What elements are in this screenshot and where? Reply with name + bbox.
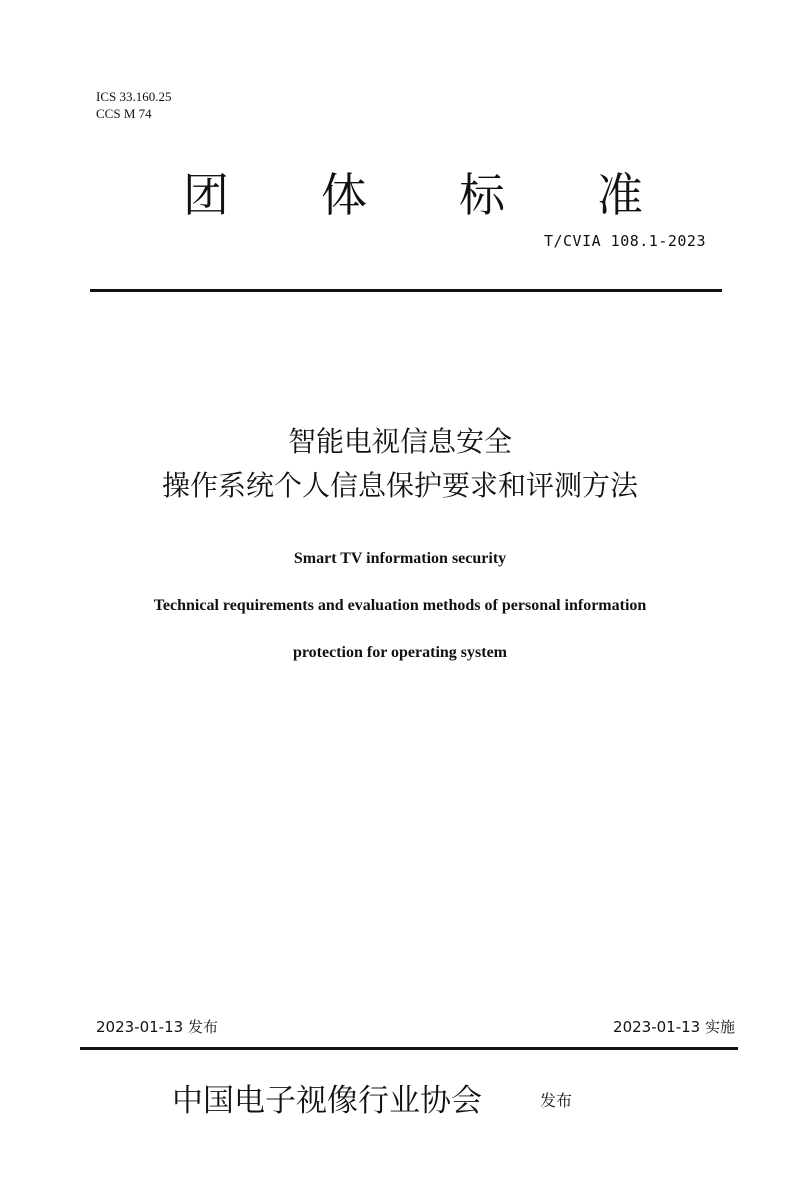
implementation-date: 2023-01-13 实施: [613, 1018, 735, 1036]
english-title: [60, 535, 740, 676]
chinese-title-line-2: 操作系统个人信息保护要求和评测方法: [161, 469, 638, 502]
ics-code: ICS 33.160.25: [96, 89, 172, 104]
chinese-title-line-1: 智能电视信息安全: [287, 425, 512, 458]
chinese-title: [60, 420, 740, 508]
english-title-line-3: protection for operating system: [292, 644, 508, 661]
ccs-code: CCS M 74: [96, 106, 152, 121]
document-type-heading: [183, 165, 643, 225]
top-divider-rule: [90, 289, 722, 292]
doc-type-char-4: 准: [597, 168, 643, 222]
bottom-divider-rule: [80, 1047, 738, 1050]
classification-codes: [96, 88, 171, 122]
english-title-line-1: Smart TV information security: [293, 550, 507, 567]
doc-type-char-2: 体: [321, 168, 367, 222]
publish-label: 发布: [540, 1091, 573, 1110]
english-title-line-2: Technical requirements and evaluation methods of personal information: [153, 597, 647, 614]
publisher-name: 中国电子视像行业协会: [172, 1083, 482, 1119]
issue-date: 2023-01-13 发布: [96, 1018, 218, 1036]
standard-number: T/CVIA 108.1-2023: [543, 232, 706, 250]
doc-type-char-3: 标: [459, 168, 505, 222]
doc-type-char-1: 团: [183, 168, 229, 222]
